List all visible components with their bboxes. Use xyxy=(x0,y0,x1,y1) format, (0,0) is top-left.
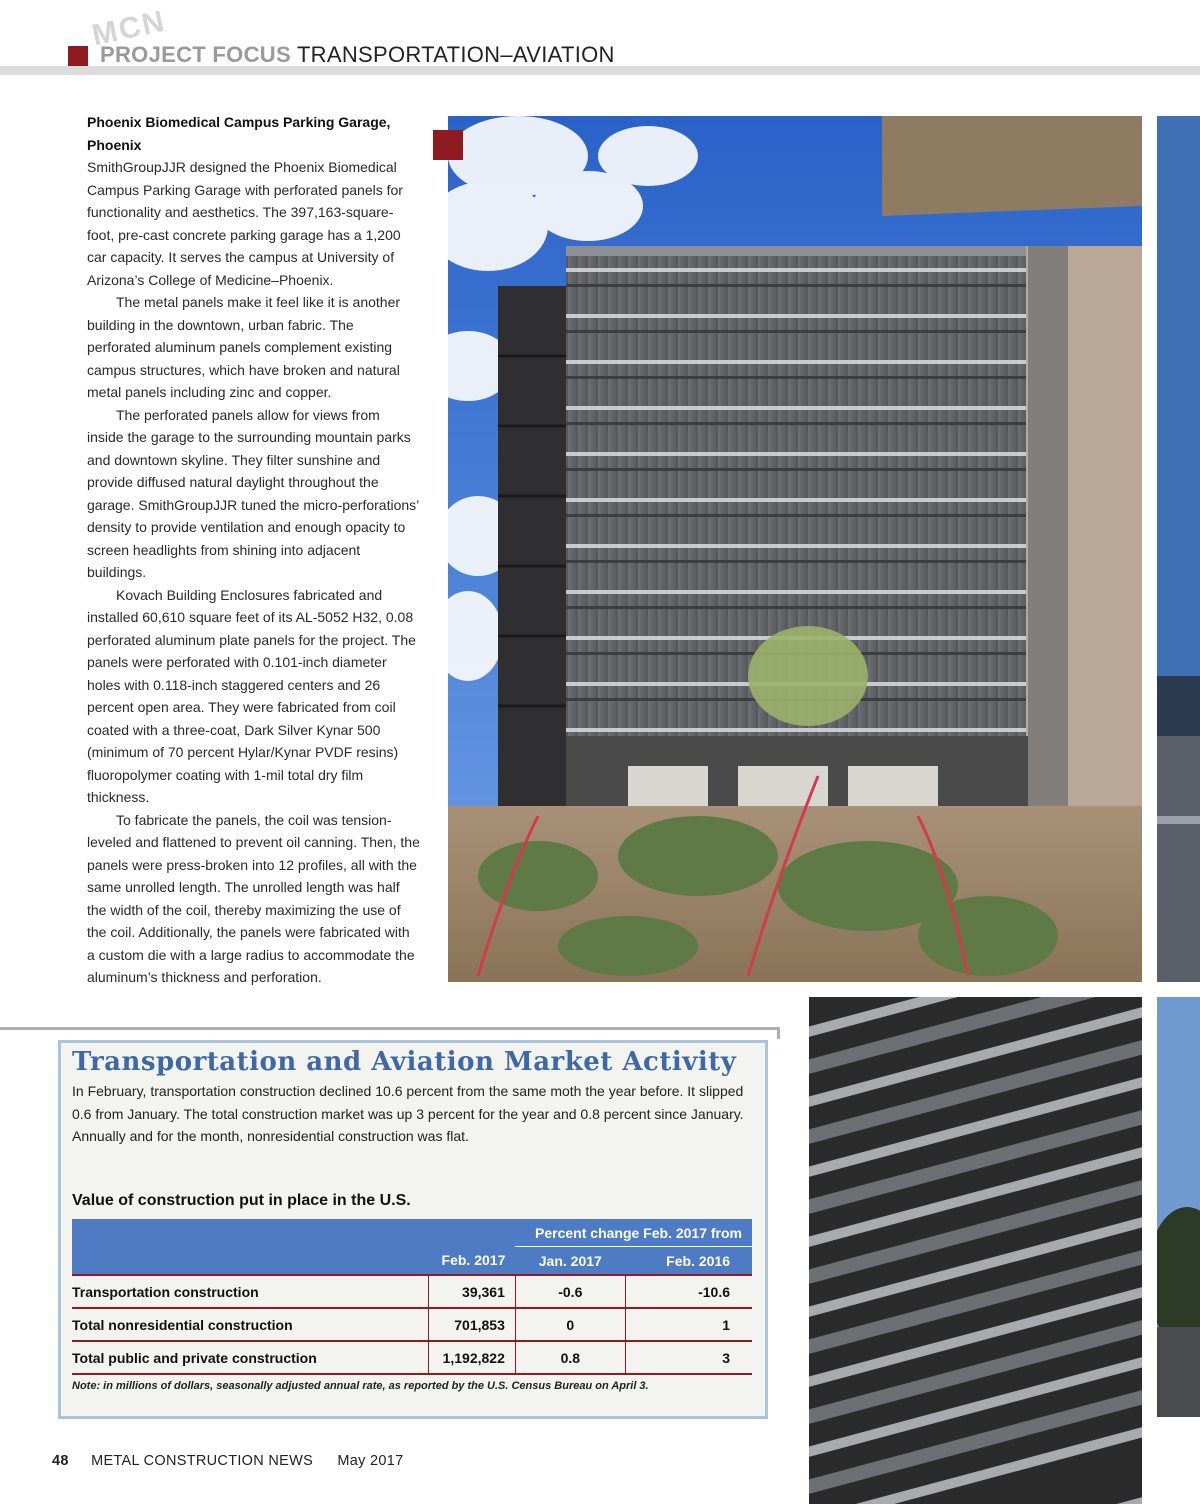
article-paragraph: Kovach Building Enclosures fabricated and installed 60,610 square feet of its AL-5052 H32, 0.08 perforated aluminum plate panels for the project. The panels were perforated with 0.101-inch diameter holes with 0.118-inch staggered centers and 26 percent open area. They were fabricated from coil coated with a three-coat, Dark Silver Kynar 500 (minimum of 70 percent Hylar/Kynar PVDF resins) fluoropolymer coating with 1-mil total dry film thickness. xyxy=(87,586,416,805)
table-row xyxy=(72,1275,752,1308)
table-row xyxy=(72,1341,752,1374)
section-header xyxy=(100,42,615,68)
article-paragraph: The metal panels make it feel like it is another building in the downtown, urban fabric. The perforated aluminum panels complement existing campus structures, which have broken and natural metal panels including zinc and copper. xyxy=(87,294,401,400)
cell-feb-2016: 1 xyxy=(625,1308,752,1341)
row-label: Total nonresidential construction xyxy=(72,1308,428,1341)
photo-square-icon xyxy=(433,130,463,160)
col-header-feb-2016: Feb. 2016 xyxy=(625,1247,752,1276)
page-footer xyxy=(52,1453,404,1469)
issue-date: May 2017 xyxy=(337,1453,404,1469)
cell-feb-2016: 3 xyxy=(625,1341,752,1374)
market-title: Transportation and Aviation Market Activity xyxy=(72,1047,737,1077)
market-intro: In February, transportation construction declined 10.6 percent from the same moth the year before. It slipped 0.6 from January. The total construction market was up 3 percent for the year and 0.8 percent since January. Annually and for the month, nonresidential construction was flat. xyxy=(72,1083,744,1144)
cell-jan-2017: 0.8 xyxy=(515,1341,625,1374)
construction-table xyxy=(72,1219,752,1375)
cell-jan-2017: -0.6 xyxy=(515,1275,625,1308)
table-header-group-row xyxy=(72,1219,752,1247)
header-watermark: MCN xyxy=(89,4,169,53)
row-label: Total public and private construction xyxy=(72,1341,428,1374)
article-paragraph: To fabricate the panels, the coil was tension-leveled and flattened to prevent oil canning. Then, the panels were press-broken into 12 profiles, all with the same unrolled length. The unrolled length was half the width of the coil, thereby maximizing the use of the coil. Additionally, the panels were fabricated with a custom die with a large radius to accommodate the aluminum’s thickness and perforation. xyxy=(87,811,420,985)
table-header-row xyxy=(72,1247,752,1276)
col-header-jan-2017: Jan. 2017 xyxy=(515,1247,625,1276)
cell-feb-2016: -10.6 xyxy=(625,1275,752,1308)
article-title: Phoenix Biomedical Campus Parking Garage, Phoenix xyxy=(87,114,391,153)
cell-jan-2017: 0 xyxy=(515,1308,625,1341)
article-body xyxy=(87,111,420,989)
cell-feb-2017: 701,853 xyxy=(428,1308,515,1341)
side-photo-bottom xyxy=(1157,997,1200,1417)
article-paragraph: SmithGroupJJR designed the Phoenix Biomedical Campus Parking Garage with perforated panels for functionality and aesthetics. The 397,163-square-foot, pre-cast concrete parking garage has a 1,200 car capacity. It serves the campus at University of Arizona’s College of Medicine–Phoenix. xyxy=(87,159,403,288)
header-square-icon xyxy=(68,46,88,66)
magazine-name: METAL CONSTRUCTION NEWS xyxy=(91,1453,314,1469)
section-topic: TRANSPORTATION–AVIATION xyxy=(296,42,615,67)
section-label: PROJECT FOCUS xyxy=(100,42,291,67)
cell-feb-2017: 1,192,822 xyxy=(428,1341,515,1374)
box-frame-line xyxy=(777,1027,780,1039)
side-photo-top xyxy=(1157,116,1200,982)
row-label: Transportation construction xyxy=(72,1275,428,1308)
table-title: Value of construction put in place in the U.S. xyxy=(72,1192,411,1209)
box-frame-line xyxy=(0,1027,780,1030)
table-row xyxy=(72,1308,752,1341)
table-note: Note: in millions of dollars, seasonally adjusted annual rate, as reported by the U.S. Census Bureau on April 3. xyxy=(72,1380,649,1392)
page-number: 48 xyxy=(52,1453,69,1469)
percent-change-header: Percent change Feb. 2017 from xyxy=(515,1219,752,1247)
col-header-feb-2017: Feb. 2017 xyxy=(428,1247,515,1276)
garage-photo xyxy=(448,116,1142,982)
panel-detail-photo xyxy=(809,997,1142,1504)
article-paragraph: The perforated panels allow for views from inside the garage to the surrounding mountain parks and downtown skyline. They filter sunshine and provide diffused natural daylight throughout the garage. SmithGroupJJR tuned the micro-perforations’ density to provide ventilation and enough opacity to screen headlights from shining into adjacent buildings. xyxy=(87,406,419,580)
cell-feb-2017: 39,361 xyxy=(428,1275,515,1308)
